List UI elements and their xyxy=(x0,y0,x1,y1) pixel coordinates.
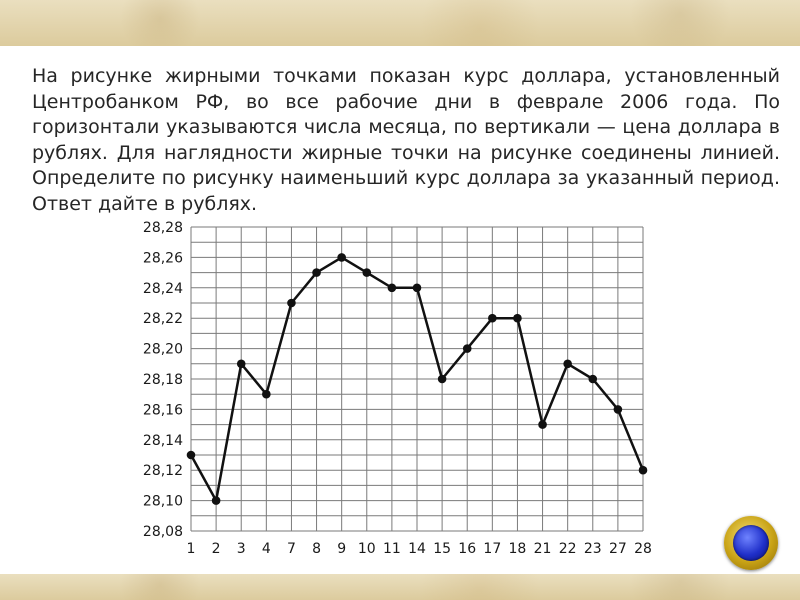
y-tick-label: 28,08 xyxy=(142,524,183,540)
data-point xyxy=(488,314,497,323)
data-point xyxy=(463,344,472,353)
x-tick-label: 27 xyxy=(608,541,627,557)
x-tick-label: 2 xyxy=(211,541,221,557)
x-tick-label: 23 xyxy=(583,541,602,557)
data-point xyxy=(614,405,623,414)
x-tick-label: 28 xyxy=(634,541,652,557)
y-tick-label: 28,22 xyxy=(142,311,183,328)
data-point xyxy=(187,451,196,460)
data-point xyxy=(513,314,522,323)
y-tick-label: 28,28 xyxy=(142,220,183,236)
data-point xyxy=(563,360,572,369)
data-point xyxy=(438,375,447,384)
x-tick-label: 10 xyxy=(357,541,376,557)
x-tick-label: 17 xyxy=(483,541,502,557)
x-tick-label: 11 xyxy=(382,541,401,557)
y-tick-label: 28,12 xyxy=(142,463,183,480)
x-tick-label: 8 xyxy=(312,541,322,557)
y-tick-label: 28,14 xyxy=(142,432,183,449)
y-tick-label: 28,18 xyxy=(142,372,183,388)
x-tick-label: 1 xyxy=(186,541,196,557)
nav-button-core xyxy=(733,525,769,561)
chart-grid xyxy=(191,227,643,531)
round-gold-blue-button-icon[interactable] xyxy=(724,516,778,570)
x-tick-label: 7 xyxy=(286,541,296,557)
x-tick-label: 22 xyxy=(558,541,577,557)
x-tick-label: 15 xyxy=(433,541,452,557)
x-tick-label: 4 xyxy=(261,541,271,557)
y-tick-label: 28,20 xyxy=(142,341,183,358)
problem-statement: На рисунке жирными точками показан курс доллара, установленный Центробанком РФ, во все рабочие дни в феврале 2006 года. По горизонтали указываются числа месяца, по вертикали — цена доллара в рублях. Для наглядности жирные точки на рисунке соединены линией. Определите по рисунку наименьший курс доллара за указанный период. Ответ дайте в рублях. xyxy=(32,65,780,215)
y-tick-label: 28,24 xyxy=(142,280,183,297)
y-tick-label: 28,16 xyxy=(142,402,183,419)
data-point xyxy=(312,268,321,277)
x-tick-label: 3 xyxy=(236,541,246,557)
data-point xyxy=(538,420,547,429)
bottom-parchment-band xyxy=(0,574,800,600)
data-point xyxy=(388,284,397,293)
data-point xyxy=(588,375,597,384)
data-point xyxy=(287,299,296,308)
data-point xyxy=(413,284,422,293)
y-tick-label: 28,10 xyxy=(142,493,183,510)
x-tick-label: 16 xyxy=(458,541,477,557)
x-tick-label: 14 xyxy=(408,541,426,557)
chart-axis-labels xyxy=(143,220,652,557)
data-point xyxy=(212,496,221,505)
data-point xyxy=(362,268,371,277)
data-point xyxy=(262,390,271,399)
data-point xyxy=(337,253,346,262)
x-tick-label: 21 xyxy=(533,541,552,557)
y-tick-label: 28,26 xyxy=(142,250,183,267)
x-tick-label: 9 xyxy=(337,541,347,557)
x-tick-label: 18 xyxy=(508,541,527,557)
data-point xyxy=(237,360,246,369)
data-point xyxy=(639,466,648,475)
